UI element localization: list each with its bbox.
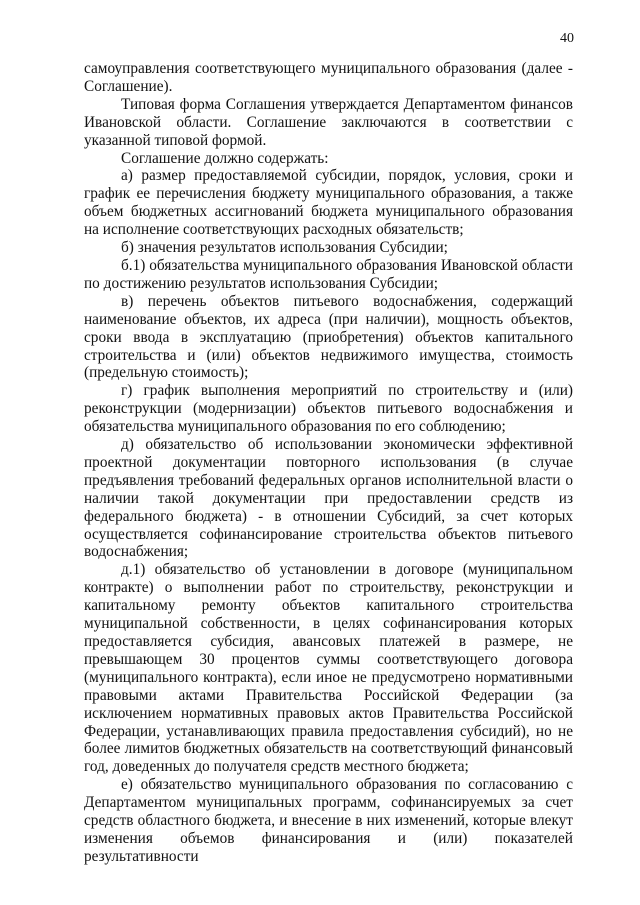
paragraph-continuation: самоуправления соответствующего муниципального образования (далее - Соглашение). [84, 60, 573, 95]
page-number: 40 [560, 31, 574, 46]
list-item-b1: б.1) обязательства муниципального образования Ивановской области по достижению результатов использования Субсидии; [84, 256, 573, 292]
list-item-e: е) обязательство муниципального образования по согласованию с Департаментом муниципальных программ, софинансируемых за счет средств областного бюджета, и внесение в них изменений, которые влекут изменения объемов финансирования и (или) показателей результативности [84, 776, 573, 865]
list-item-v: в) перечень объектов питьевого водоснабжения, содержащий наименование объектов, их адреса (при наличии), мощность объектов, сроки ввода в эксплуатацию (приобретения) объектов капитального строительства и (или) объектов недвижимого имущества, стоимость (предельную стоимость); [84, 292, 573, 382]
document-body [84, 60, 573, 866]
list-item-d1: д.1) обязательство об установлении в договоре (муниципальном контракте) о выполнении работ по строительству, реконструкции и капитальному ремонту объектов капитального строительства муниципальной собственности, в целях софинансирования которых предоставляется субсидия, авансовых платежей в размере, не превышающем 30 процентов суммы соответствующего договора (муниципального контракта), если иное не предусмотрено нормативными правовыми актами Правительства Российской Федерации (за исключением нормативных правовых актов Правительства Российской Федерации, устанавливающих правила предоставления субсидий), но не более лимитов бюджетных обязательств на соответствующий финансовый год, доведенных до получателя средств местного бюджета; [84, 561, 573, 776]
list-item-d: д) обязательство об использовании экономически эффективной проектной документации повторного использования (в случае предъявления требований федеральных органов исполнительной власти о наличии такой документации при предоставлении средств из федерального бюджета) - в отношении Субсидий, за счет которых осуществляется софинансирование строительства объектов питьевого водоснабжения; [84, 436, 573, 561]
paragraph: Соглашение должно содержать: [121, 149, 329, 167]
list-item-a: а) размер предоставляемой субсидии, порядок, условия, сроки и график ее перечисления бюджету муниципального образования, а также объем бюджетных ассигнований бюджета муниципального образования на исполнение соответствующих расходных обязательств; [84, 167, 573, 239]
paragraph: Типовая форма Соглашения утверждается Департаментом финансов Ивановской области. Соглашение заключаются в соответствии с указанной типовой формой. [84, 95, 573, 149]
list-item-g: г) график выполнения мероприятий по строительству и (или) реконструкции (модернизации) объектов питьевого водоснабжения и обязательства муниципального образования по его соблюдению; [84, 382, 573, 436]
list-item-b: б) значения результатов использования Субсидии; [121, 239, 448, 257]
